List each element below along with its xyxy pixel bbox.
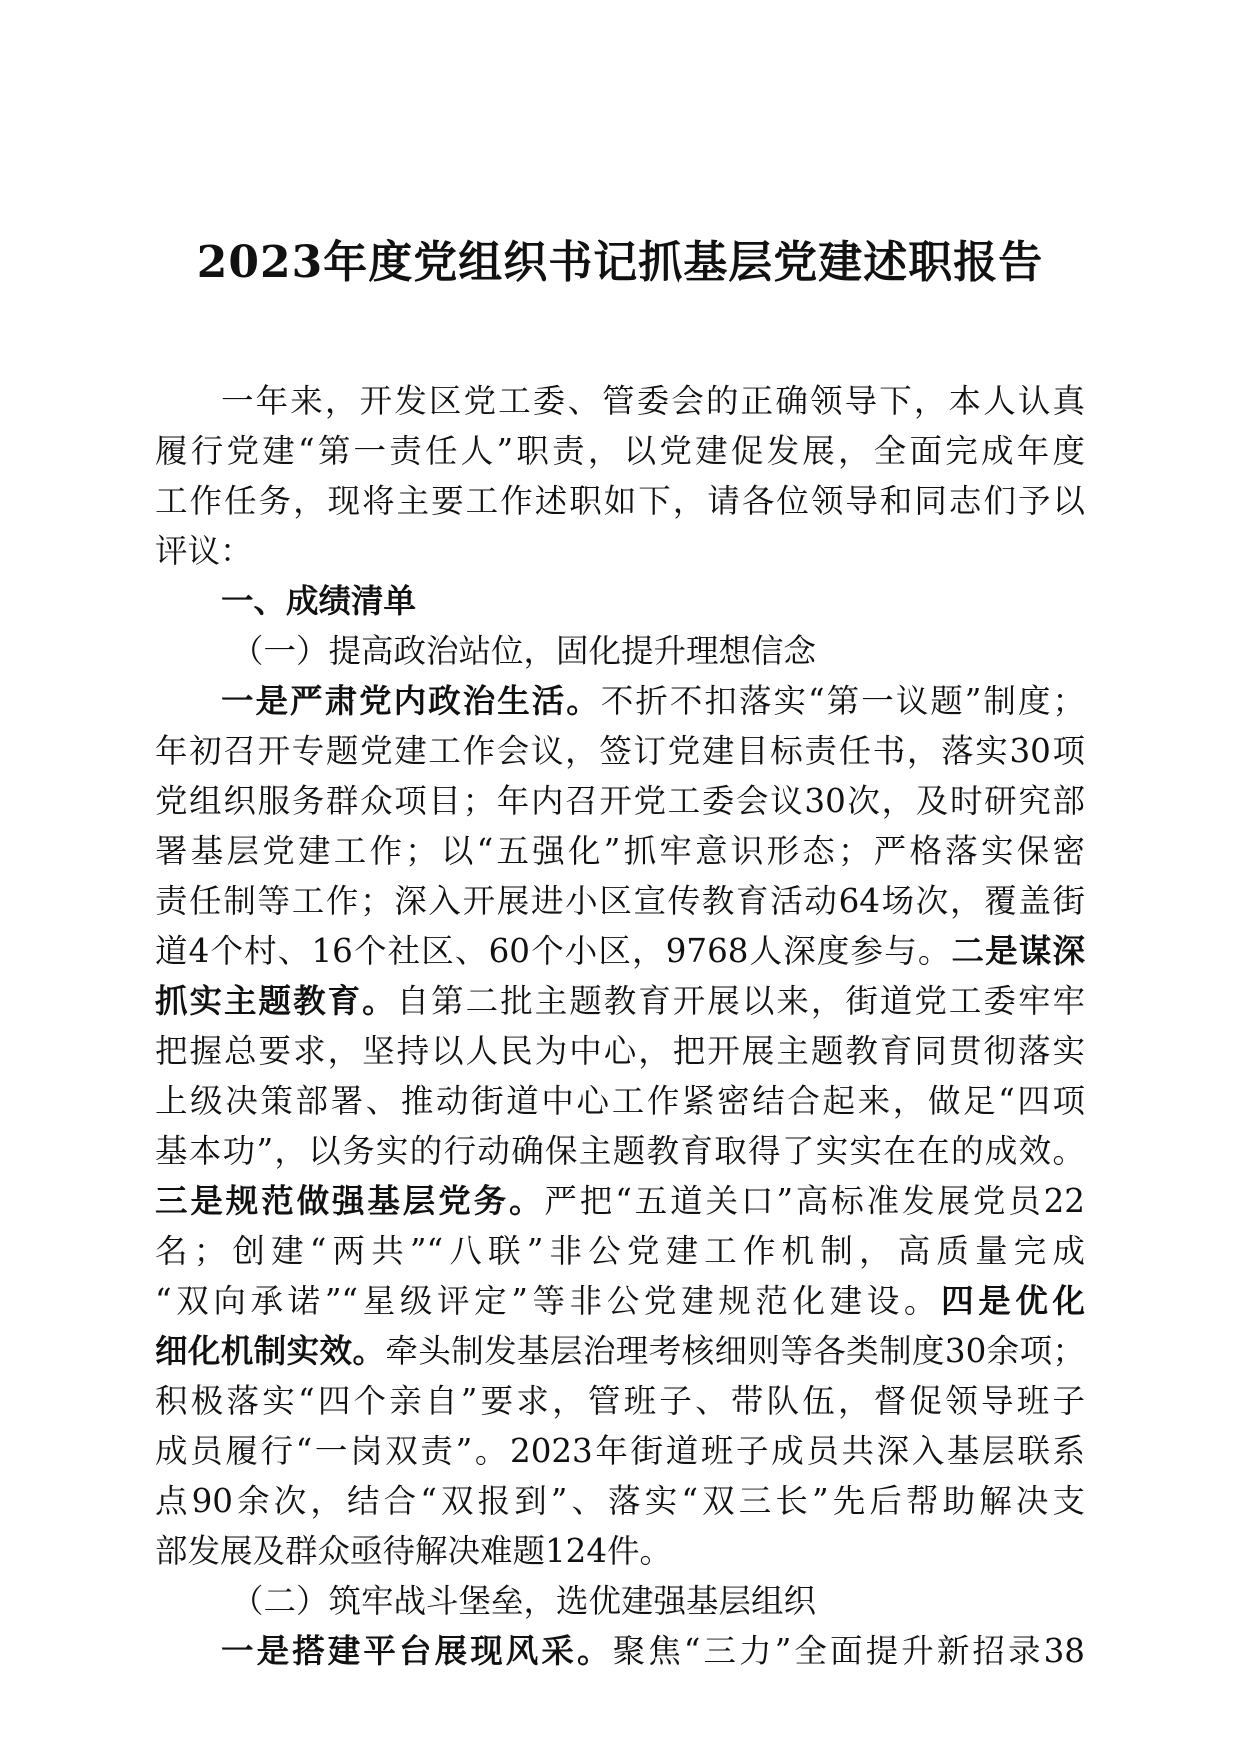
bold-lead: 二是谋深	[951, 932, 1085, 970]
document-title: 2023年度党组织书记抓基层党建述职报告	[196, 237, 1044, 288]
paragraph-line: 积极落实“四个亲自”要求，管班子、带队伍，督促领导班子	[155, 1382, 1085, 1420]
paragraph-line: 署基层党建工作；以“五强化”抓牢意识形态；严格落实保密	[155, 832, 1085, 870]
bold-lead: 一是搭建平台展现风采。	[221, 1632, 613, 1670]
bold-lead: 四是优化	[941, 1282, 1085, 1320]
text-run: “双向承诺”“星级评定”等非公党建规范化建设。	[155, 1282, 942, 1320]
paragraph-line	[155, 1626, 1085, 1676]
paragraph-line: 把握总要求，坚持以人民为中心，把开展主题教育同贯彻落实	[155, 1032, 1085, 1070]
paragraph-line: 责任制等工作；深入开展进小区宣传教育活动64场次，覆盖街	[155, 882, 1085, 920]
intro-line: 履行党建“第一责任人”职责，以党建促发展，全面完成年度	[155, 432, 1085, 470]
paragraph-line	[155, 976, 1085, 1026]
subsection-heading: （二）筑牢战斗堡垒，选优建强基层组织	[231, 1582, 817, 1620]
text-run: 不折不扣落实“第一议题”制度；	[600, 682, 1085, 720]
document-body	[155, 376, 1085, 1676]
text-run: 牵头制发基层治理考核细则等各类制度30余项；	[385, 1332, 1085, 1370]
subsection-heading: （一）提高政治站位，固化提升理想信念	[231, 632, 817, 670]
intro-line: 评议：	[155, 532, 253, 570]
paragraph-line: 点90余次，结合“双报到”、落实“双三长”先后帮助解决支	[155, 1482, 1085, 1520]
text-run: 自第二批主题教育开展以来，街道党工委牢牢	[396, 982, 1085, 1020]
bold-lead: 一是严肃党内政治生活。	[221, 682, 601, 720]
paragraph-line	[155, 926, 1085, 976]
paragraph-line: 部发展及群众亟待解决难题124件。	[155, 1532, 673, 1570]
section-heading: 一、成绩清单	[221, 582, 417, 620]
paragraph-line: 年初召开专题党建工作会议，签订党建目标责任书，落实30项	[155, 732, 1085, 770]
paragraph-line	[155, 676, 1085, 726]
text-run: 严把“五道关口”高标准发展党员22	[544, 1182, 1085, 1220]
text-run: 聚焦“三力”全面提升新招录38	[612, 1632, 1085, 1670]
paragraph-line: 党组织服务群众项目；年内召开党工委会议30次，及时研究部	[155, 782, 1085, 820]
intro-line: 工作任务，现将主要工作述职如下，请各位领导和同志们予以	[155, 482, 1085, 520]
bold-lead: 细化机制实效。	[155, 1332, 386, 1370]
paragraph-line: 成员履行“一岗双责”。2023年街道班子成员共深入基层联系	[155, 1432, 1085, 1470]
paragraph-line: 上级决策部署、推动街道中心工作紧密结合起来，做足“四项	[155, 1082, 1085, 1120]
intro-line: 一年来，开发区党工委、管委会的正确领导下，本人认真	[221, 382, 1085, 420]
bold-lead: 三是规范做强基层党务。	[155, 1182, 545, 1220]
paragraph-line: 名；创建“两共”“八联”非公党建工作机制，高质量完成	[155, 1232, 1085, 1270]
text-run: 道4个村、16个社区、60个小区，9768人深度参与。	[155, 932, 952, 970]
paragraph-line	[155, 1326, 1085, 1376]
paragraph-line	[155, 1276, 1085, 1326]
paragraph-line	[155, 1176, 1085, 1226]
paragraph-line: 基本功”，以务实的行动确保主题教育取得了实实在在的成效。	[155, 1132, 1085, 1170]
bold-lead: 抓实主题教育。	[155, 982, 397, 1020]
